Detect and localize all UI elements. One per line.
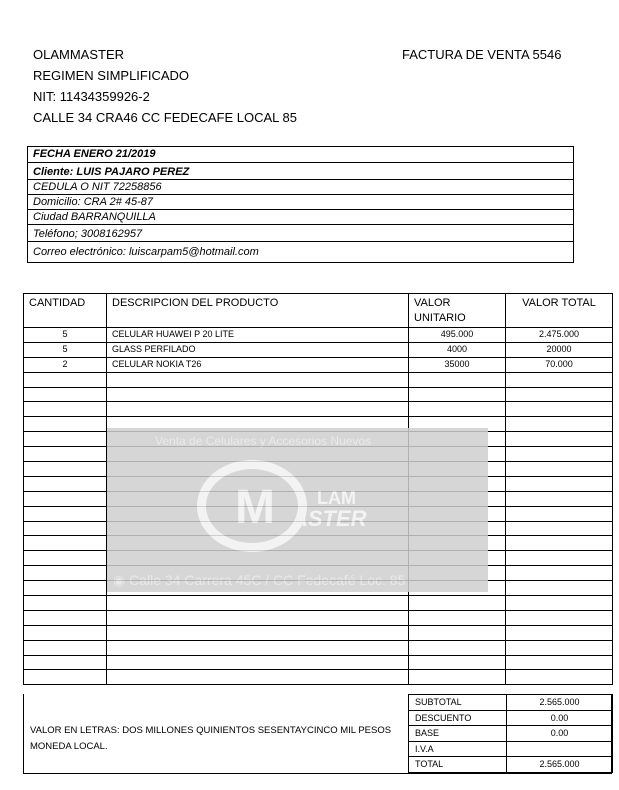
empty-cell (24, 566, 107, 581)
row-unit: 4000 (409, 342, 506, 357)
row-qty: 2 (24, 357, 107, 372)
discount-label: DESCUENTO (409, 710, 507, 726)
empty-cell (409, 670, 506, 685)
empty-cell (24, 551, 107, 566)
empty-row (24, 655, 613, 670)
empty-cell (506, 521, 613, 536)
totals-row (409, 741, 613, 757)
empty-cell (107, 625, 409, 640)
empty-cell (24, 521, 107, 536)
empty-cell (506, 432, 613, 447)
empty-cell (107, 610, 409, 625)
totals-table (408, 694, 613, 773)
totals-row (409, 695, 613, 711)
table-row (24, 342, 613, 357)
row-desc: CELULAR NOKIA T26 (107, 357, 409, 372)
empty-cell (506, 625, 613, 640)
empty-cell (506, 610, 613, 625)
empty-row (24, 640, 613, 655)
empty-cell (506, 536, 613, 551)
empty-cell (107, 640, 409, 655)
row-total: 70.000 (506, 357, 613, 372)
discount-value: 0.00 (507, 710, 613, 726)
amount-in-words: VALOR EN LETRAS: DOS MILLONES QUINIENTOS SESENTAYCINCO MIL PESOS MONEDA LOCAL. (30, 725, 392, 752)
client-address: Domicilio: CRA 2# 45-87 (28, 195, 573, 210)
header-unit-price: VALOR UNITARIO (409, 294, 506, 328)
row-total: 2.475.000 (506, 328, 613, 343)
empty-row (24, 372, 613, 387)
empty-row (24, 387, 613, 402)
empty-cell (24, 670, 107, 685)
base-label: BASE (409, 726, 507, 742)
invoice-date: FECHA ENERO 21/2019 (28, 147, 573, 163)
empty-cell (24, 655, 107, 670)
table-header-row (24, 294, 613, 328)
empty-cell (107, 670, 409, 685)
empty-cell (107, 402, 409, 417)
empty-cell (409, 372, 506, 387)
subtotal-label: SUBTOTAL (409, 695, 507, 711)
empty-cell (506, 566, 613, 581)
empty-cell (409, 596, 506, 611)
empty-cell (506, 596, 613, 611)
empty-cell (409, 402, 506, 417)
watermark-tagline: Venta de Celulares y Accesorios Nuevos (155, 434, 372, 448)
empty-cell (506, 417, 613, 432)
empty-cell (24, 625, 107, 640)
company-address: CALLE 34 CRA46 CC FEDECAFE LOCAL 85 (33, 110, 297, 125)
client-phone: Teléfono; 3008162957 (28, 225, 573, 242)
empty-cell (506, 372, 613, 387)
empty-cell (506, 402, 613, 417)
empty-row (24, 610, 613, 625)
empty-cell (506, 581, 613, 596)
empty-cell (24, 402, 107, 417)
company-header (33, 44, 297, 128)
row-desc: CELULAR HUAWEI P 20 LITE (107, 328, 409, 343)
empty-cell (24, 581, 107, 596)
empty-row (24, 596, 613, 611)
empty-row (24, 625, 613, 640)
totals-row (409, 710, 613, 726)
empty-cell (409, 625, 506, 640)
empty-cell (24, 387, 107, 402)
row-unit: 495.000 (409, 328, 506, 343)
empty-cell (107, 596, 409, 611)
empty-cell (24, 372, 107, 387)
client-id: CEDULA O NIT 72258856 (28, 180, 573, 195)
empty-cell (506, 387, 613, 402)
row-total: 20000 (506, 342, 613, 357)
invoice-title: FACTURA DE VENTA 5546 (402, 47, 562, 62)
empty-cell (506, 551, 613, 566)
empty-cell (24, 432, 107, 447)
empty-cell (24, 610, 107, 625)
watermark-address-text: Calle 34 Carrera 45C / CC Fedecafé Loc. 85 (129, 572, 406, 588)
empty-cell (24, 462, 107, 477)
row-qty: 5 (24, 328, 107, 343)
empty-cell (506, 670, 613, 685)
empty-cell (107, 387, 409, 402)
empty-cell (24, 447, 107, 462)
base-value: 0.00 (507, 726, 613, 742)
totals-row (409, 757, 613, 773)
iva-value (507, 741, 613, 757)
empty-cell (506, 655, 613, 670)
watermark-address: ◉ Calle 34 Carrera 45C / CC Fedecafé Loc. 85 (113, 572, 406, 588)
empty-cell (506, 476, 613, 491)
empty-cell (24, 506, 107, 521)
empty-cell (24, 640, 107, 655)
empty-cell (506, 506, 613, 521)
empty-cell (506, 640, 613, 655)
empty-cell (409, 655, 506, 670)
empty-cell (24, 476, 107, 491)
company-name: OLAMMASTER (33, 47, 125, 62)
empty-cell (409, 640, 506, 655)
company-watermark (107, 428, 488, 592)
client-name: Cliente: LUIS PAJARO PEREZ (28, 163, 573, 180)
empty-cell (409, 387, 506, 402)
table-row (24, 357, 613, 372)
total-label: TOTAL (409, 757, 507, 773)
totals-row (409, 726, 613, 742)
empty-cell (24, 491, 107, 506)
watermark-logo-m: M (235, 481, 275, 534)
header-description: DESCRIPCION DEL PRODUCTO (107, 294, 409, 328)
header-total: VALOR TOTAL (506, 294, 613, 328)
header-quantity: CANTIDAD (24, 294, 107, 328)
company-nit: NIT: 11434359926-2 (33, 89, 150, 104)
empty-cell (506, 491, 613, 506)
total-value: 2.565.000 (507, 757, 613, 773)
empty-cell (24, 536, 107, 551)
client-email: Correo electrónico: luiscarpam5@hotmail.com (33, 246, 259, 258)
empty-cell (409, 610, 506, 625)
company-regime: REGIMEN SIMPLIFICADO (33, 68, 190, 83)
client-info-box (27, 146, 574, 263)
empty-cell (24, 596, 107, 611)
empty-cell (107, 372, 409, 387)
watermark-logo-aster: ASTER (292, 506, 367, 531)
empty-cell (107, 655, 409, 670)
empty-cell (24, 417, 107, 432)
empty-cell (506, 447, 613, 462)
table-row (24, 328, 613, 343)
subtotal-value: 2.565.000 (507, 695, 613, 711)
empty-cell (506, 462, 613, 477)
watermark-logo-lam: LAM (317, 488, 356, 508)
client-city: Ciudad BARRANQUILLA (28, 210, 573, 225)
row-qty: 5 (24, 342, 107, 357)
empty-row (24, 402, 613, 417)
row-unit: 35000 (409, 357, 506, 372)
iva-label: I.V.A (409, 741, 507, 757)
row-desc: GLASS PERFILADO (107, 342, 409, 357)
empty-row (24, 670, 613, 685)
